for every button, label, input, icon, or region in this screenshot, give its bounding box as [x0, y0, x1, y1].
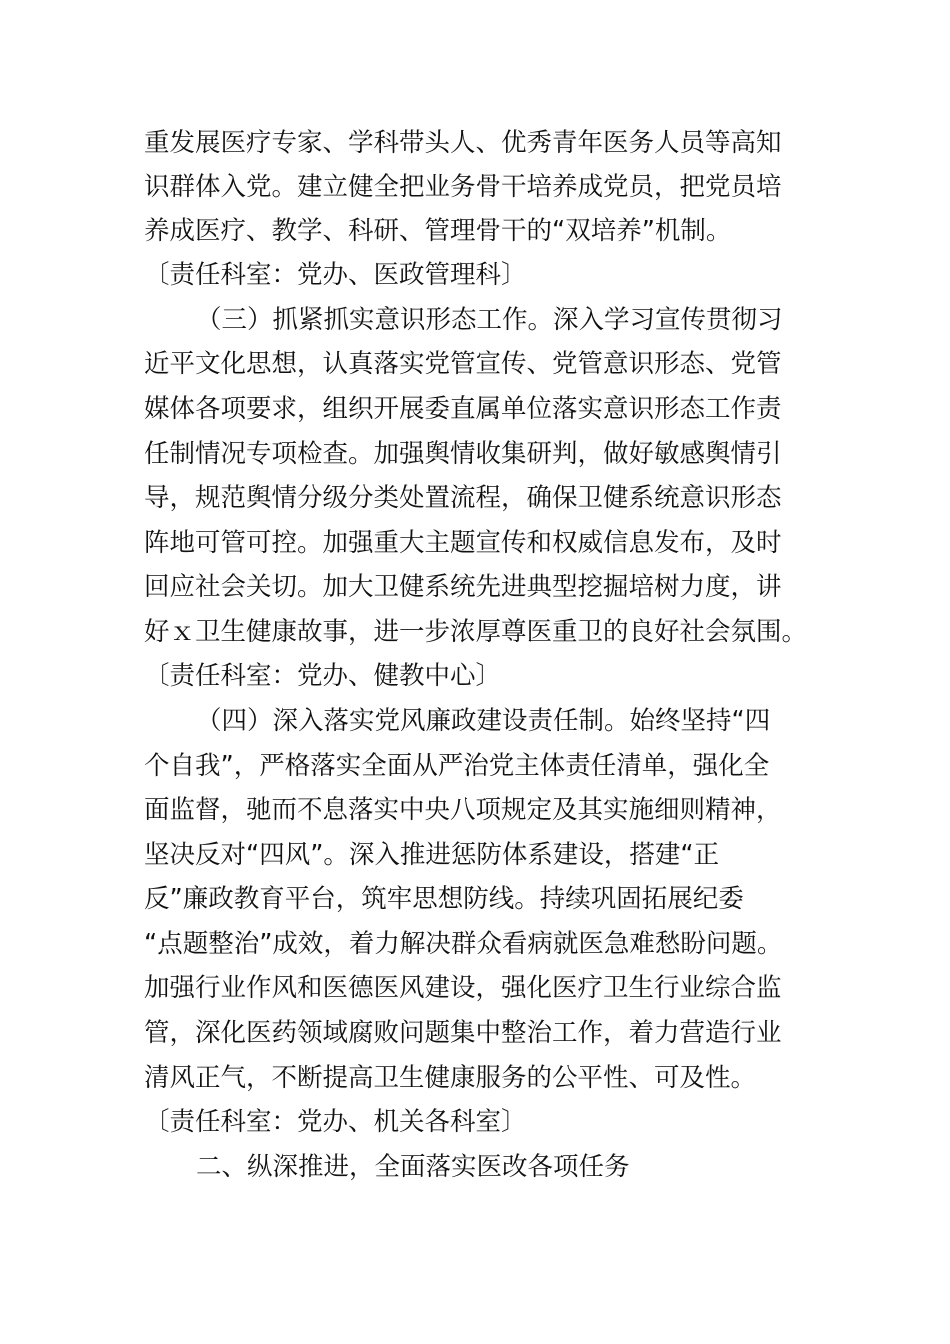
paragraph-line: 好ｘ卫生健康故事，进一步浓厚尊医重卫的良好社会氛围。: [144, 617, 808, 647]
paragraph-line: 重发展医疗专家、学科带头人、优秀青年医务人员等高知: [144, 128, 782, 158]
paragraph-line: 面监督，驰而不息落实中央八项规定及其实施细则精神，: [144, 795, 782, 825]
paragraph-line: 坚决反对“四风”。深入推进惩防体系建设，搭建“正: [144, 840, 720, 870]
chapter-heading-two: 二、纵深推进，全面落实医改各项任务: [196, 1152, 630, 1182]
paragraph-line: 媒体各项要求，组织开展委直属单位落实意识形态工作责: [144, 394, 782, 424]
paragraph-line: 识群体入党。建立健全把业务骨干培养成党员，把党员培: [144, 172, 782, 202]
responsibility-note: 〔责任科室：党办、机关各科室〕: [144, 1107, 527, 1137]
responsibility-note: 〔责任科室：党办、健教中心〕: [144, 661, 502, 691]
paragraph-line: 导，规范舆情分级分类处置流程，确保卫健系统意识形态: [144, 483, 782, 513]
paragraph-line: 清风正气，不断提高卫生健康服务的公平性、可及性。: [144, 1063, 757, 1093]
paragraph-line: 个自我”，严格落实全面从严治党主体责任清单，强化全: [144, 751, 770, 781]
paragraph-line: 回应社会关切。加大卫健系统先进典型挖掘培树力度，讲: [144, 572, 782, 602]
paragraph-line: 加强行业作风和医德医风建设，强化医疗卫生行业综合监: [144, 973, 782, 1003]
paragraph-line: 阵地可管可控。加强重大主题宣传和权威信息发布，及时: [144, 528, 782, 558]
section-heading-three: （三）抓紧抓实意识形态工作。深入学习宣传贯彻习: [196, 305, 783, 335]
paragraph-line: 反”廉政教育平台，筑牢思想防线。持续巩固拓展纪委: [144, 884, 744, 914]
paragraph-line: 任制情况专项检查。加强舆情收集研判，做好敏感舆情引: [144, 439, 782, 469]
responsibility-note: 〔责任科室：党办、医政管理科〕: [144, 260, 527, 290]
paragraph-line: “点题整治”成效，着力解决群众看病就医急难愁盼问题。: [144, 929, 783, 959]
paragraph-line: 管，深化医药领域腐败问题集中整治工作，着力营造行业: [144, 1018, 782, 1048]
paragraph-line: 近平文化思想，认真落实党管宣传、党管意识形态、党管: [144, 349, 782, 379]
section-heading-four: （四）深入落实党风廉政建设责任制。始终坚持“四: [196, 706, 771, 736]
paragraph-line: 养成医疗、教学、科研、管理骨干的“双培养”机制。: [144, 216, 732, 246]
